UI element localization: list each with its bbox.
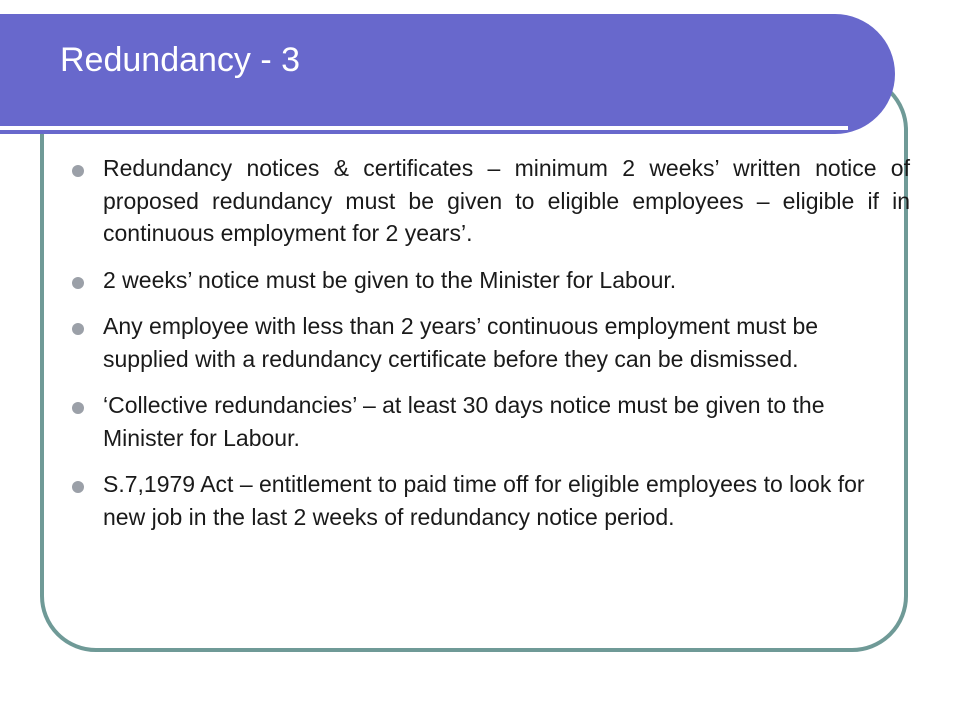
slide-title: Redundancy - 3 <box>60 41 301 79</box>
bullet-dot-icon <box>72 481 84 493</box>
bullet-dot-icon <box>72 323 84 335</box>
bullet-text: Any employee with less than 2 years’ continuous employment must be supplied with a redundancy certificate before they can be dismissed. <box>103 313 819 372</box>
bullet-list <box>72 152 910 547</box>
title-underline <box>0 126 848 130</box>
bullet-dot-icon <box>72 402 84 414</box>
bullet-dot-icon <box>72 277 84 289</box>
bullet-item <box>72 468 910 533</box>
bullet-item <box>72 264 910 297</box>
bullet-text: S.7,1979 Act – entitlement to paid time off for eligible employees to look for new job in the last 2 weeks of redundancy notice period. <box>103 471 865 530</box>
bullet-item <box>72 389 910 454</box>
bullet-text: ‘Collective redundancies’ – at least 30 days notice must be given to the Minister for Labour. <box>103 392 825 451</box>
bullet-item <box>72 310 910 375</box>
bullet-text: Redundancy notices & certificates – minimum 2 weeks’ written notice of proposed redundancy must be given to eligible employees – eligible if in continuous employment for 2 years’. <box>103 155 910 246</box>
bullet-text: 2 weeks’ notice must be given to the Minister for Labour. <box>103 266 677 293</box>
bullet-dot-icon <box>72 165 84 177</box>
bullet-item <box>72 152 910 250</box>
